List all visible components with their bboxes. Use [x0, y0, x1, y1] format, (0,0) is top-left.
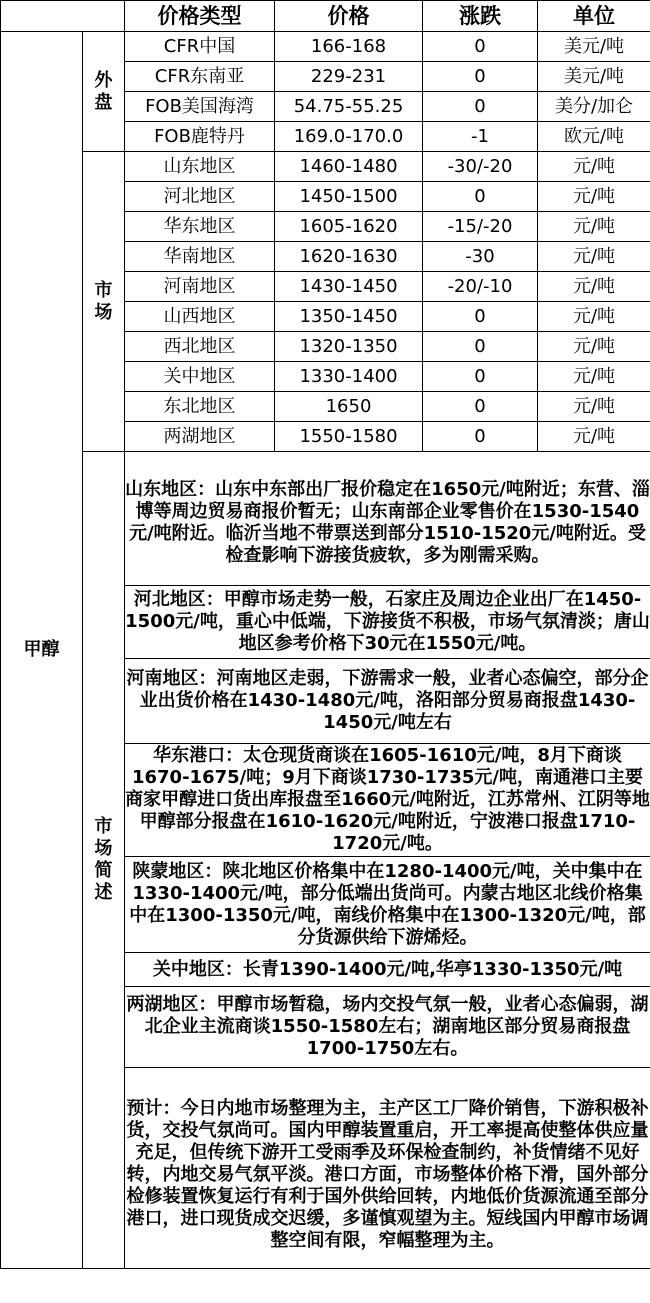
row-type: 山东地区 — [125, 152, 275, 182]
row-price: 1550-1580 — [275, 422, 423, 452]
row-price: 1650 — [275, 392, 423, 422]
note-lianghu: 两湖地区：甲醇市场暂稳，场内交投气氛一般，业者心态偏弱，湖北企业主流商谈1550-1580左右；湖南地区部分贸易商报盘1700-1750左右。 — [125, 987, 650, 1068]
header-price-type: 价格类型 — [125, 1, 275, 32]
row-change: -15/-20 — [423, 212, 538, 242]
row-price: 1430-1450 — [275, 272, 423, 302]
table-row — [1, 32, 650, 62]
row-unit: 元/吨 — [538, 212, 650, 242]
row-type: 山西地区 — [125, 302, 275, 332]
row-unit: 元/吨 — [538, 422, 650, 452]
row-change: 0 — [423, 332, 538, 362]
header-change: 涨跌 — [423, 1, 538, 32]
row-price: 169.0-170.0 — [275, 122, 423, 152]
row-type: 东北地区 — [125, 392, 275, 422]
row-type: 河北地区 — [125, 182, 275, 212]
row-type: 西北地区 — [125, 332, 275, 362]
note-guanzhong: 关中地区：长青1390-1400元/吨,华亭1330-1350元/吨 — [125, 953, 650, 987]
row-type: 河南地区 — [125, 272, 275, 302]
note-henan: 河南地区：河南地区走弱，下游需求一般，业者心态偏空，部分企业出货价格在1430-1480元/吨，洛阳部分贸易商报盘1430-1450元/吨左右 — [125, 659, 650, 744]
row-unit: 美元/吨 — [538, 62, 650, 92]
row-price: 229-231 — [275, 62, 423, 92]
row-change: 0 — [423, 392, 538, 422]
group-market: 市场 — [83, 152, 125, 452]
row-change: -20/-10 — [423, 272, 538, 302]
note-huadong-port: 华东港口：太仓现货商谈在1605-1610元/吨，8月下商谈1670-1675/吨；9月下商谈1730-1735元/吨，南通港口主要商家甲醇进口货出库报盘至1660元/吨附近，江苏常州、江阴等地甲醇部分报盘在1610-1620元/吨附近，宁波港口报盘1710-1720元/吨。 — [125, 744, 650, 857]
row-type: CFR中国 — [125, 32, 275, 62]
row-unit: 元/吨 — [538, 152, 650, 182]
row-unit: 元/吨 — [538, 332, 650, 362]
row-change: -1 — [423, 122, 538, 152]
row-change: 0 — [423, 302, 538, 332]
row-change: 0 — [423, 182, 538, 212]
note-shandong: 山东地区：山东中东部出厂报价稳定在1650元/吨附近；东营、淄博等周边贸易商报价暂无；山东南部企业零售价在1530-1540元/吨附近。临沂当地不带票送到部分1510-1520元/吨附近。受检查影响下游接货疲软，多为刚需采购。 — [125, 452, 650, 586]
row-price: 166-168 — [275, 32, 423, 62]
row-price: 1460-1480 — [275, 152, 423, 182]
note-shaanxi-mongolia: 陕蒙地区：陕北地区价格集中在1280-1400元/吨，关中集中在1330-1400元/吨，部分低端出货尚可。内蒙古地区北线价格集中在1300-1350元/吨，南线价格集中在1300-1320元/吨，部分货源供给下游烯烃。 — [125, 857, 650, 953]
row-price: 1450-1500 — [275, 182, 423, 212]
group-summary: 市场简述 — [83, 452, 125, 1269]
row-unit: 美元/吨 — [538, 32, 650, 62]
note-hebei: 河北地区：甲醇市场走势一般，石家庄及周边企业出厂在1450-1500元/吨，重心中低端，下游接货不积极，市场气氛清淡；唐山地区参考价格下30元在1550元/吨。 — [125, 586, 650, 659]
table-row — [1, 152, 650, 182]
row-unit: 元/吨 — [538, 272, 650, 302]
row-price: 1620-1630 — [275, 242, 423, 272]
row-type: 两湖地区 — [125, 422, 275, 452]
row-type: 华东地区 — [125, 212, 275, 242]
row-unit: 元/吨 — [538, 302, 650, 332]
row-price: 54.75-55.25 — [275, 92, 423, 122]
product-name: 甲醇 — [1, 32, 83, 1269]
group-overseas: 外盘 — [83, 32, 125, 152]
row-price: 1605-1620 — [275, 212, 423, 242]
row-unit: 元/吨 — [538, 392, 650, 422]
row-type: 华南地区 — [125, 242, 275, 272]
row-change: 0 — [423, 422, 538, 452]
row-price: 1350-1450 — [275, 302, 423, 332]
row-change: -30 — [423, 242, 538, 272]
header-blank — [1, 1, 125, 32]
row-change: 0 — [423, 32, 538, 62]
row-change: 0 — [423, 362, 538, 392]
row-unit: 欧元/吨 — [538, 122, 650, 152]
row-type: 关中地区 — [125, 362, 275, 392]
row-change: 0 — [423, 92, 538, 122]
row-type: FOB美国海湾 — [125, 92, 275, 122]
row-unit: 元/吨 — [538, 242, 650, 272]
row-unit: 元/吨 — [538, 182, 650, 212]
row-change: 0 — [423, 62, 538, 92]
note-forecast: 预计：今日内地市场整理为主，主产区工厂降价销售，下游积极补货，交投气氛尚可。国内甲醇装置重启，开工率提高使整体供应量充足，但传统下游开工受雨季及环保检查制约，补货情绪不见好转，内地交易气氛平淡。港口方面，市场整体价格下滑，国外部分检修装置恢复运行有利于国外供给回转，内地低价货源流通至部分港口，进口现货成交迟缓，多谨慎观望为主。短线国内甲醇市场调整空间有限，窄幅整理为主。 — [125, 1068, 650, 1269]
row-unit: 美分/加仑 — [538, 92, 650, 122]
row-type: CFR东南亚 — [125, 62, 275, 92]
row-price: 1330-1400 — [275, 362, 423, 392]
row-unit: 元/吨 — [538, 362, 650, 392]
note-row — [1, 452, 650, 586]
row-price: 1320-1350 — [275, 332, 423, 362]
header-unit: 单位 — [538, 1, 650, 32]
row-type: FOB鹿特丹 — [125, 122, 275, 152]
header-price: 价格 — [275, 1, 423, 32]
row-change: -30/-20 — [423, 152, 538, 182]
header-row — [1, 1, 650, 32]
